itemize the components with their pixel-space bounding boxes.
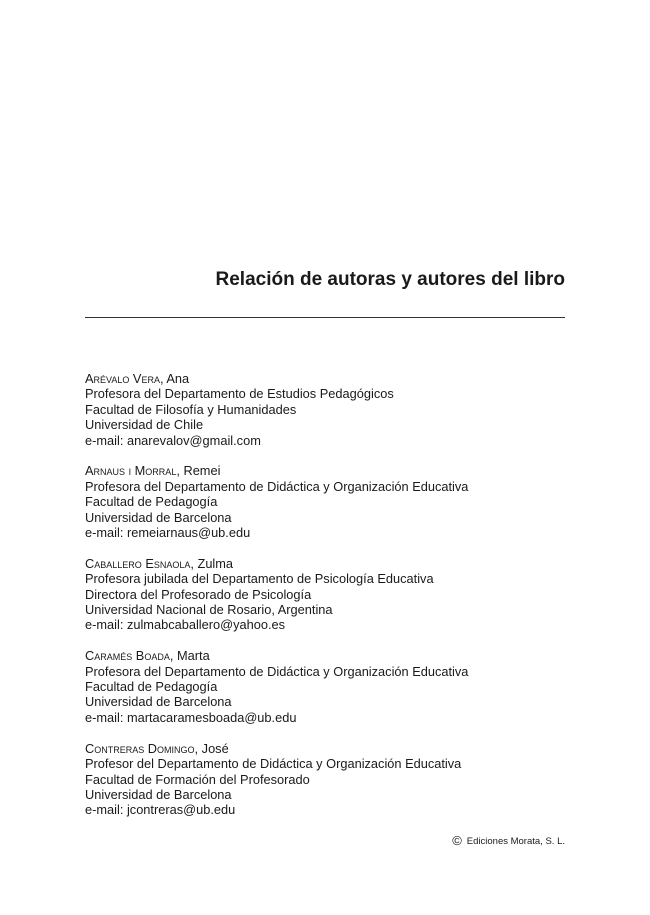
author-name: Arnaus i Morral, Remei — [85, 463, 221, 479]
author-given-name: José — [201, 740, 229, 756]
author-entry — [85, 556, 565, 633]
author-entry — [85, 371, 565, 448]
publisher-name: Ediciones Morata, S. L. — [466, 836, 565, 847]
author-surname: Caramés Boada — [85, 648, 170, 664]
copyright-icon: © — [452, 833, 462, 848]
author-position: Profesora del Departamento de Estudios Pedagógicos — [85, 386, 394, 402]
author-given-name: Marta — [176, 648, 210, 664]
author-entry — [85, 648, 565, 725]
author-list — [85, 371, 565, 818]
author-given-name: Remei — [183, 463, 221, 479]
author-name: Caballero Esnaola, Zulma — [85, 555, 234, 571]
author-given-name: Zulma — [197, 555, 234, 571]
author-name: Arévalo Vera, Ana — [85, 371, 190, 386]
author-entry — [85, 741, 565, 818]
author-position: Profesora jubilada del Departamento de Psicología Educativa — [85, 571, 434, 587]
author-faculty: Facultad de Pedagogía — [85, 679, 218, 695]
author-university: Universidad de Barcelona — [85, 509, 232, 525]
author-email: e-mail: jcontreras@ub.edu — [85, 802, 236, 818]
author-email: e-mail: remeiarnaus@ub.edu — [85, 525, 251, 541]
author-name: Contreras Domingo, José — [85, 740, 229, 756]
author-entry — [85, 463, 565, 540]
author-university: Universidad de Barcelona — [85, 786, 232, 802]
author-university: Universidad de Barcelona — [85, 694, 232, 710]
author-surname: Arnaus i Morral — [85, 463, 177, 479]
author-email: e-mail: anarevalov@gmail.com — [85, 432, 261, 448]
author-surname: Contreras Domingo — [85, 740, 195, 756]
author-position: Profesor del Departamento de Didáctica y Organización Educativa — [85, 756, 462, 772]
author-position: Profesora del Departamento de Didáctica y Organización Educativa — [85, 663, 469, 679]
author-faculty: Facultad de Pedagogía — [85, 494, 218, 510]
author-university: Universidad Nacional de Rosario, Argentina — [85, 602, 333, 618]
author-position: Profesora del Departamento de Didáctica y Organización Educativa — [85, 478, 469, 494]
author-faculty: Facultad de Formación del Profesorado — [85, 771, 310, 787]
publisher-footer — [452, 834, 565, 849]
author-email: e-mail: martacaramesboada@ub.edu — [85, 709, 297, 725]
author-name: Caramés Boada, Marta — [85, 648, 210, 664]
author-faculty: Facultad de Filosofía y Humanidades — [85, 401, 297, 417]
author-given-name: Ana — [166, 371, 190, 386]
author-email: e-mail: zulmabcaballero@yahoo.es — [85, 617, 286, 633]
title-rule — [85, 317, 565, 318]
author-university: Universidad de Chile — [85, 417, 204, 433]
page-title: Relación de autoras y autores del libro — [215, 269, 565, 290]
author-surname: Caballero Esnaola — [85, 555, 191, 571]
author-surname: Arévalo Vera — [85, 371, 160, 386]
author-role: Directora del Profesorado de Psicología — [85, 586, 312, 602]
